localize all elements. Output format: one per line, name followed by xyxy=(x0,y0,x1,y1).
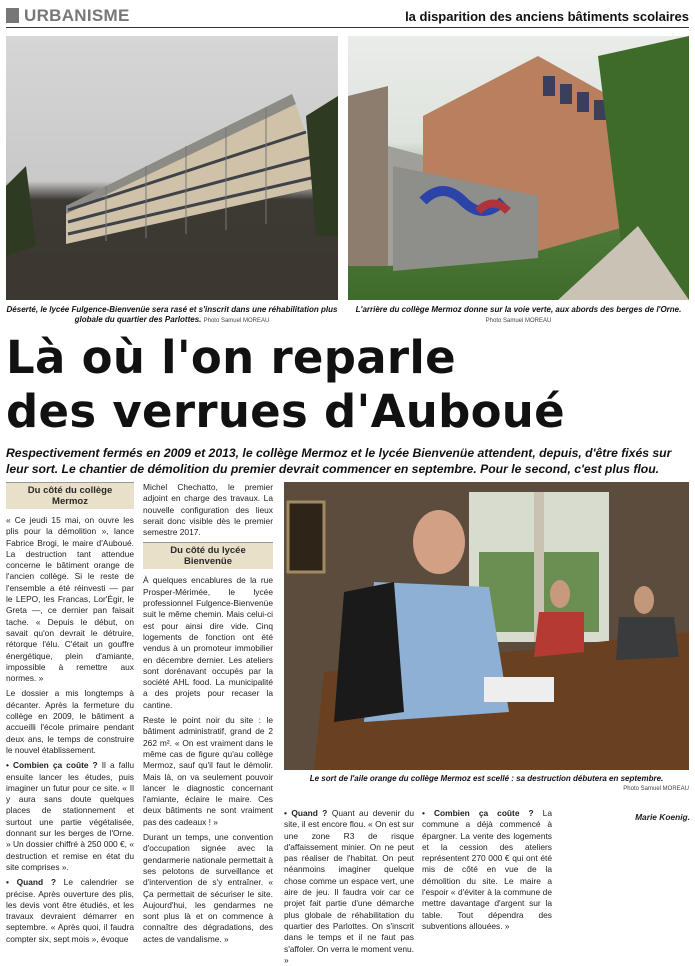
photo-credit: Photo Samuel MOREAU xyxy=(623,786,689,792)
photo-mayor xyxy=(284,482,689,770)
photo-caption: Le sort de l'aile orange du collège Mermoz est scellé : sa destruction débutera en septembre. xyxy=(309,774,664,783)
article-column-4 xyxy=(422,808,552,931)
paragraph: • Quand ? Le calendrier se précise. Après ouverture des plis, les devis vont être étudiés, et les travaux devraient démarrer en septembre. « Après quoi, il faudra compter six, sept mois », évoque xyxy=(6,877,134,944)
headline-line-1: Là où l'on reparle xyxy=(6,331,456,384)
paragraph: Le dossier a mis longtemps à décanter. Après la fermeture du collège en 2009, le bâtiment a accueilli l'école primaire pendant deux ans, le temps de construire le nouvel établissement. xyxy=(6,688,134,755)
rubric-label: URBANISME xyxy=(24,6,130,25)
author-signature: Marie Koenig. xyxy=(635,812,690,822)
headline-line-2: des verrues d'Auboué xyxy=(6,385,565,438)
paragraph: • Quand ? Quant au devenir du site, il est encore flou. « On est sur une zone R3 de risque d'affaissement minier. On ne peut pas réaliser de l'habitat. On peut néanmoins imaginer quelque chose comme un espace vert, une aire de jeu. Il faudra voir car ce projet fait partie d'une démarche plus globale de réhabilitation du quartier des Parlottes. On s'inscrit dans le temps et il ne faut pas s'affoler. On verra le moment venu. » xyxy=(284,808,414,965)
photo-caption: L'arrière du collège Mermoz donne sur la voie verte, aux abords des berges de l'Orne. Photo Samuel MOREAU xyxy=(355,305,682,324)
article-column-2 xyxy=(143,482,273,944)
paragraph-lead: • Quand ? xyxy=(284,808,328,818)
article-column-3 xyxy=(284,808,414,965)
photo-caption: Déserté, le lycée Fulgence-Bienvenüe sera rasé et s'inscrit dans une réhabilitation plus globale du quartier des Parlottes. Photo Samuel MOREAU xyxy=(6,305,338,324)
article-column-5 xyxy=(560,808,690,902)
paragraph-lead: • Quand ? xyxy=(6,877,56,888)
article-column-1 xyxy=(6,482,134,944)
paragraph: À quelques encablures de la rue Prosper-Mérimée, le lycée professionnel Fulgence-Bienvenüe suit le même chemin. Mais celui-ci est pour ainsi dire vide. Cinq logements de fonction ont été vendus à un promoteur immobilier en décembre dernier. Les ateliers sont dorénavant occupés par la société AHL food. La municipalité a des projets pour recaser la cantine. xyxy=(143,575,273,710)
paragraph-lead: • Combien ça coûte ? xyxy=(422,808,534,818)
paragraph: • Combien ça coûte ? La commune a déjà commencé à épargner. La vente des logements et la cession des ateliers représentent 270 000 € qui ont été mis de côté en vue de la démolition du site. Le maire a l'espoir « d'éviter à la commune de mettre davantage d'argent sur la table. Tout dépendra des subventions allouées. » xyxy=(422,808,552,931)
headline xyxy=(6,331,689,439)
paragraph-lead: • Combien ça coûte ? xyxy=(6,760,98,771)
section-title-college: Du côté du collège Mermoz xyxy=(6,482,134,509)
paragraph: « Ce jeudi 15 mai, on ouvre les plis pour la démolition », lance Fabrice Brogi, le maire d'Auboué. La destruction tant attendue concerne le bâtiment orange de l'ancien collège. Si le reste de l'ensemble a été réinvesti — par le LEPO, les Francas, Lor'Égir, le Greta —, ce dernier pan faisait tache. « Depuis le début, on savait qu'on devrait le détruire, rétorque l'élu. C'était un gouffre énergétique, plein d'amiante, impossible à remettre aux normes. » xyxy=(6,515,134,684)
photo-lycee xyxy=(6,36,338,300)
paragraph: Michel Chechatto, le premier adjoint en charge des travaux. La nouvelle configuration des lieux serait donc visible dès le premier semestre 2017. xyxy=(143,482,273,538)
rubric-marker xyxy=(6,8,19,23)
kicker: la disparition des anciens bâtiments scolaires xyxy=(405,9,689,24)
photo-college xyxy=(348,36,689,300)
section-title-lycee: Du côté du lycée Bienvenüe xyxy=(143,542,273,569)
paragraph: • Combien ça coûte ? Il a fallu ensuite lancer les études, puis imaginer un futur pour ce site. « Il y aura sans doute quelques places de stationnement et surtout une partie végétalisée, donnant sur les berges de l'Orne. » Un dossier chiffré à 250 000 €, « destruction et remise en état du site comprises ». xyxy=(6,760,134,872)
paragraph: Durant un temps, une convention d'occupation signée avec la gendarmerie nationale permettait à ses pelotons de surveillance et d'intervention de s'y entraîner. « Ça permettait de sécuriser le site. Aujourd'hui, les gendarmes ne sont plus là et on commence à connaître des dégradations, des actes de vandalisme. » xyxy=(143,832,273,944)
page-header xyxy=(6,6,689,28)
paragraph: Reste le point noir du site : le bâtiment administratif, grand de 2 262 m². « On est vraiment dans le même cas de figure qu'au collège Mermoz, sauf qu'il faut le démolir. Mais là, on va seulement pouvoir lancer le diagnostic concernant l'amiante, éclaire le maire. Ces deux bâtiments ne sont vraiment pas des cadeaux ! » xyxy=(143,715,273,827)
lead-paragraph: Respectivement fermés en 2009 et 2013, le collège Mermoz et le lycée Bienvenüe attendent, depuis, d'être fixés sur leur sort. Le chantier de démolition du premier devrait commencer en septembre. Pour le second, c'est plus flou. xyxy=(6,446,672,476)
